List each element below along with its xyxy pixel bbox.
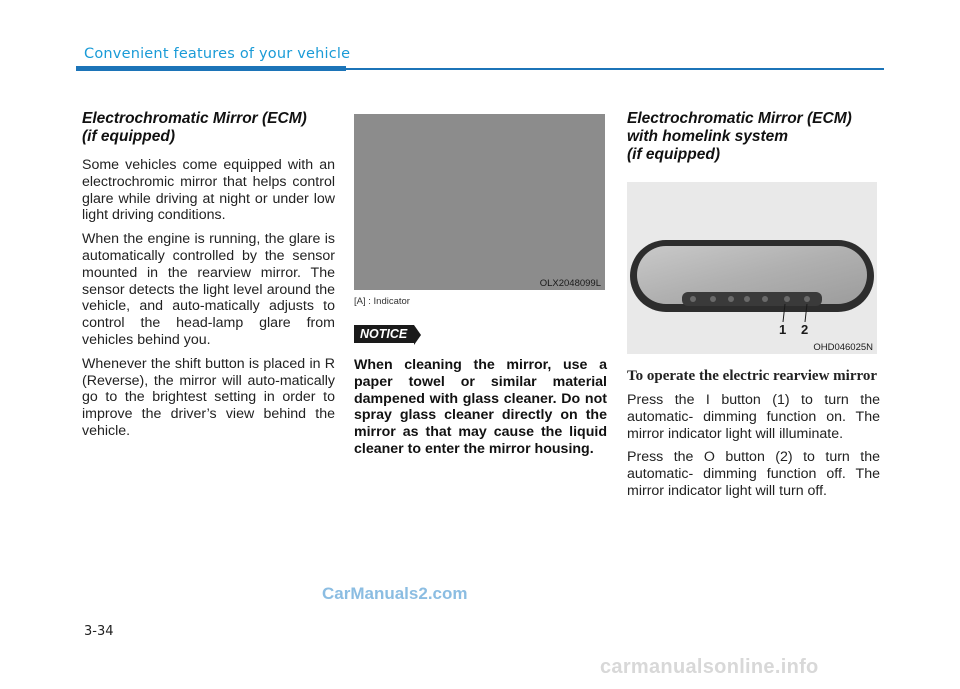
middle-column: [354, 114, 607, 458]
watermark-carmanuals2[interactable]: CarManuals2.com: [322, 584, 468, 603]
watermark-carmanualsonline[interactable]: carmanualsonline.info: [600, 656, 819, 678]
ecm-title-line1: Electrochromatic Mirror (ECM): [82, 110, 307, 127]
ecm-title-line2: (if equipped): [82, 128, 175, 145]
callout-2: 2: [801, 322, 809, 337]
left-column: [82, 110, 335, 447]
ecm-section-title: [82, 110, 335, 146]
mirror-indicator-image: [354, 114, 605, 290]
operate-paragraph: Press the O button (2) to turn the automatic- dimming function off. The mirror indicator light will turn off.: [627, 449, 880, 499]
notice-text: When cleaning the mirror, use a paper towel or similar material dampened with glass cleaner. Do not spray glass cleaner directly on the mirror as that may cause the liquid cleaner to enter the mirror housing.: [354, 357, 607, 457]
callout-1: 1: [779, 322, 787, 337]
image-code: OLX2048099L: [539, 278, 601, 289]
homelink-mirror-image: [627, 182, 877, 354]
ecm-paragraph: When the engine is running, the glare is automatically controlled by the sensor mounted in the rearview mirror. The sensor detects the light level around the vehicle, and auto-matically adjusts to control the head-lamp glare from vehicles behind you.: [82, 231, 335, 348]
ecm-paragraph: Some vehicles come equipped with an electrochromic mirror that helps control glare while driving at night or under low light driving conditions.: [82, 157, 335, 224]
section-header-title: Convenient features of your vehicle: [84, 46, 351, 62]
ecm-homelink-title: [627, 110, 880, 164]
page-number: 3-34: [84, 624, 114, 639]
right-column: [627, 110, 880, 507]
homelink-title-line2: with homelink system: [627, 128, 789, 145]
homelink-title-line3: (if equipped): [627, 146, 720, 163]
ecm-paragraph: Whenever the shift button is placed in R (Reverse), the mirror will auto-matically go to the brightest setting in order to improve the driver’s view behind the vehicle.: [82, 355, 335, 439]
header-bar-thin: [346, 68, 884, 70]
operate-mirror-subtitle: To operate the electric rearview mirror: [627, 368, 878, 384]
homelink-title-line1: Electrochromatic Mirror (ECM): [627, 110, 852, 127]
operate-paragraph: Press the I button (1) to turn the automatic- dimming function on. The mirror indicator light will illuminate.: [627, 392, 880, 442]
image-code: OHD046025N: [813, 342, 873, 353]
rearview-mirror-illustration: [627, 182, 877, 354]
image-caption: [A] : Indicator: [354, 296, 410, 307]
notice-badge: NOTICE: [354, 325, 414, 343]
header-bar-thick: [76, 66, 346, 71]
